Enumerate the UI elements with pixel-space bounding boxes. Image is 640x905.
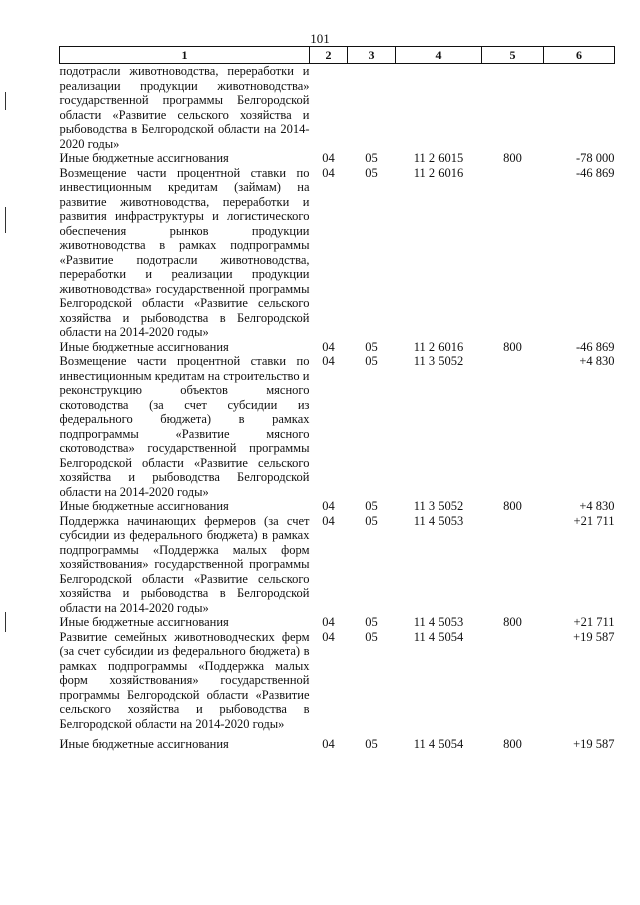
table-row	[60, 514, 615, 616]
row-target-code: 11 4 5053	[413, 615, 464, 629]
row-section: 04	[322, 151, 335, 165]
row-expense-type	[482, 514, 544, 616]
row-subsection: 05	[365, 165, 378, 180]
row-amount	[544, 64, 615, 152]
column-header-4: 4	[396, 47, 482, 64]
table-row	[60, 731, 615, 752]
row-target-code: 11 4 5053	[413, 513, 464, 528]
row-target-code: 11 2 6016	[413, 165, 464, 180]
row-section: 04	[322, 499, 335, 513]
budget-table	[59, 46, 615, 752]
row-section: 04	[322, 737, 335, 751]
table-row	[60, 630, 615, 732]
row-amount: +21 711	[573, 615, 615, 629]
row-section: 04	[322, 629, 335, 644]
row-target-code: 11 2 6016	[413, 339, 464, 354]
row-subsection: 05	[365, 339, 378, 354]
row-amount: -46 869	[575, 339, 615, 354]
row-target-code: 11 4 5054	[413, 629, 464, 644]
margin-line-top	[5, 92, 6, 110]
row-section	[310, 64, 348, 152]
row-amount: +4 830	[579, 499, 615, 513]
column-header-5: 5	[482, 47, 544, 64]
row-amount: +19 587	[573, 737, 615, 751]
row-description: Поддержка начинающих фермеров (за счет субсидии из федерального бюджета) в рамках подпрограммы «Поддержка малых форм хозяйствования» государственной программы Белгородской области «Развитие сельского хозяйства и рыбоводства в Белгородской области на 2014-2020 годы»	[59, 513, 310, 615]
row-description: Иные бюджетные ассигнования	[59, 151, 229, 165]
row-target-code: 11 4 5054	[413, 737, 464, 751]
page-number: 101	[310, 31, 330, 46]
row-section: 04	[322, 513, 335, 528]
table-header-row	[60, 47, 615, 64]
row-expense-type: 800	[503, 615, 522, 629]
row-description: Иные бюджетные ассигнования	[59, 737, 229, 751]
margin-line-lower	[5, 612, 6, 632]
column-header-2: 2	[310, 47, 348, 64]
row-section: 04	[322, 615, 335, 629]
table-row	[60, 499, 615, 514]
row-subsection: 05	[365, 151, 378, 165]
column-header-1: 1	[60, 47, 310, 64]
row-expense-type: 800	[503, 339, 522, 354]
margin-line-middle	[5, 207, 6, 233]
row-section: 04	[322, 165, 335, 180]
row-amount: +4 830	[579, 354, 615, 368]
row-target-code: 11 3 5052	[413, 354, 464, 368]
row-subsection: 05	[365, 499, 378, 513]
row-expense-type	[482, 630, 544, 732]
table-row	[60, 615, 615, 630]
row-subsection: 05	[365, 629, 378, 644]
column-header-3: 3	[348, 47, 396, 64]
row-subsection: 05	[365, 737, 378, 751]
row-target-code: 11 3 5052	[413, 499, 464, 513]
row-subsection	[348, 64, 396, 152]
row-amount: -46 869	[575, 165, 615, 180]
row-target-code	[396, 64, 482, 152]
row-description: Развитие семейных животноводческих ферм (за счет субсидии из федерального бюджета) в рамках подпрограммы «Поддержка малых форм хозяйствования» государственной программы Белгородской области «Развитие сельского хозяйства и рыбоводства в Белгородской области на 2014-2020 годы»	[59, 629, 310, 731]
table-row	[60, 340, 615, 355]
row-subsection: 05	[365, 615, 378, 629]
column-header-6: 6	[544, 47, 615, 64]
row-amount: +21 711	[573, 513, 615, 528]
row-subsection: 05	[365, 513, 378, 528]
row-target-code: 11 2 6015	[413, 151, 464, 165]
row-expense-type: 800	[503, 151, 522, 165]
row-description: Иные бюджетные ассигнования	[59, 339, 229, 354]
row-section: 04	[322, 354, 335, 368]
row-description: Возмещение части процентной ставки по инвестиционным кредитам на строительство и реконструкцию объектов мясного скотоводства (за счет субсидии из федерального бюджета) в рамках подпрограммы «Развитие мясного скотоводства» государственной программы Белгородской области «Развитие сельского хозяйства и рыбоводства Белгородской области на 2014-2020 годы»	[59, 354, 310, 499]
row-expense-type: 800	[503, 499, 522, 513]
row-description: подотрасли животноводства, переработки и реализации продукции животноводства» государственной программы Белгородской области «Развитие сельского хозяйства и рыбоводства в Белгородской области на 2014-2020 годы»	[59, 64, 310, 151]
row-description: Возмещение части процентной ставки по инвестиционным кредитам (займам) на развитие животноводства, переработки и развития инфраструктуры и логистического обеспечения рынков продукции животноводства в рамках подпрограммы «Развитие подотрасли животноводства, переработки и реализации продукции животноводства» государственной программы Белгородской области «Развитие сельского хозяйства и рыбоводства в Белгородской области на 2014-2020 годы»	[59, 165, 310, 339]
table-row	[60, 166, 615, 340]
row-subsection: 05	[365, 354, 378, 368]
table-row	[60, 354, 615, 499]
row-description: Иные бюджетные ассигнования	[59, 499, 229, 513]
row-expense-type	[482, 64, 544, 152]
table-row	[60, 64, 615, 152]
row-expense-type	[482, 354, 544, 499]
row-amount: -78 000	[575, 151, 615, 165]
row-expense-type	[482, 166, 544, 340]
row-description: Иные бюджетные ассигнования	[59, 615, 229, 629]
row-amount: +19 587	[573, 629, 615, 644]
row-section: 04	[322, 339, 335, 354]
table-row	[60, 151, 615, 166]
row-expense-type: 800	[503, 737, 522, 751]
